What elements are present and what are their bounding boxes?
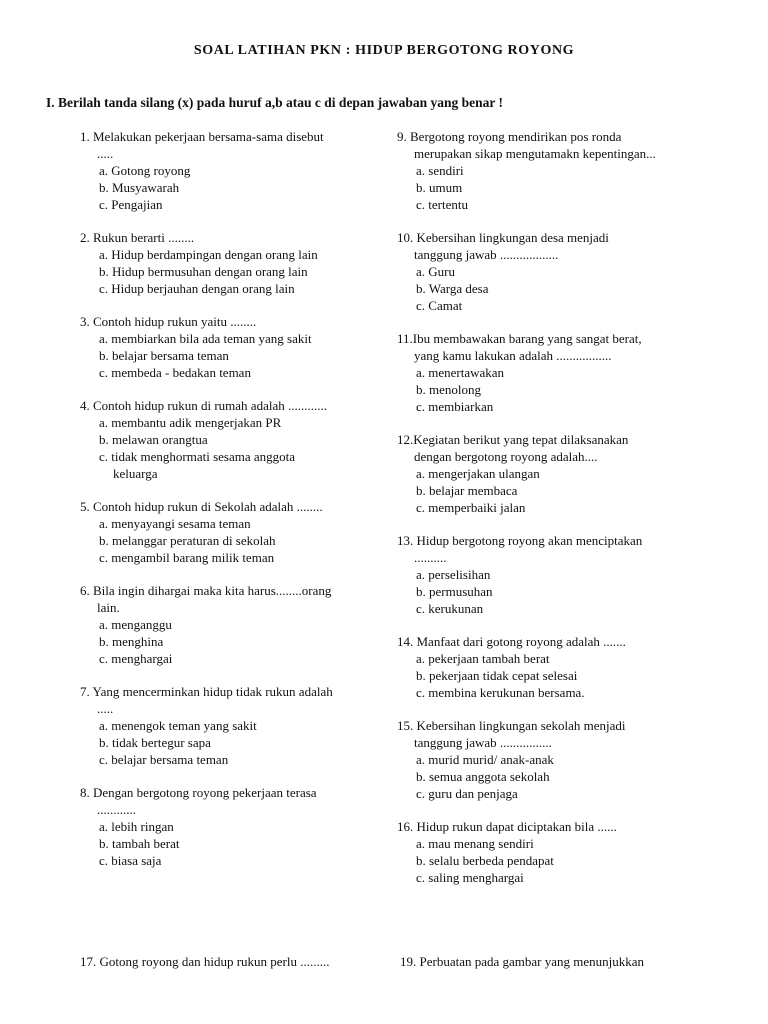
answer-option[interactable]: a. perselisihan (416, 567, 491, 582)
answer-option[interactable]: c. menghargai (99, 651, 173, 666)
question-item (397, 431, 717, 516)
answer-option[interactable]: b. selalu berbeda pendapat (416, 853, 554, 868)
answer-options (397, 263, 717, 314)
answer-option[interactable]: b. menghina (99, 634, 164, 649)
answer-option[interactable]: a. Hidup berdampingan dengan orang lain (99, 247, 318, 262)
question-text: 11.Ibu membawakan barang yang sangat berat, yang kamu lakukan adalah ................. (397, 331, 642, 363)
answer-option[interactable]: b. Musyawarah (99, 180, 180, 195)
answer-option[interactable]: c. guru dan penjaga (416, 786, 518, 801)
answer-option[interactable]: a. sendiri (416, 163, 464, 178)
answer-option[interactable]: c. biasa saja (99, 853, 162, 868)
answer-option[interactable]: b. tambah berat (99, 836, 180, 851)
question-19: 19. Perbuatan pada gambar yang menunjukkan (400, 954, 645, 969)
question-text: 16. Hidup rukun dapat diciptakan bila ...... (397, 819, 617, 834)
question-text: 10. Kebersihan lingkungan desa menjadi tanggung jawab .................. (397, 230, 609, 262)
answer-option[interactable]: c. Camat (416, 298, 463, 313)
answer-option[interactable]: c. memperbaiki jalan (416, 500, 526, 515)
answer-option[interactable]: a. menertawakan (416, 365, 505, 380)
answer-options (397, 650, 717, 701)
answer-options (397, 465, 717, 516)
answer-option[interactable]: b. melawan orangtua (99, 432, 208, 447)
question-item (80, 313, 385, 381)
question-item (80, 784, 385, 869)
answer-option[interactable]: b. pekerjaan tidak cepat selesai (416, 668, 578, 683)
question-item (80, 229, 385, 297)
question-text: 13. Hidup bergotong royong akan menciptakan .......... (397, 533, 643, 565)
left-question-column (80, 128, 385, 885)
question-text: 15. Kebersihan lingkungan sekolah menjadi tanggung jawab ................ (397, 718, 626, 750)
question-item (397, 330, 717, 415)
answer-option[interactable]: b. umum (416, 180, 463, 195)
answer-option[interactable]: a. Gotong royong (99, 163, 191, 178)
answer-option[interactable]: c. membeda - bedakan teman (99, 365, 251, 380)
answer-option[interactable]: c. tidak menghormati sesama anggota keluarga (99, 449, 296, 481)
page-title: SOAL LATIHAN PKN : HIDUP BERGOTONG ROYONG (193, 43, 575, 58)
answer-option[interactable]: a. menganggu (99, 617, 172, 632)
question-item (80, 498, 385, 566)
answer-options (80, 818, 385, 869)
answer-option[interactable]: c. Hidup berjauhan dengan orang lain (99, 281, 295, 296)
answer-option[interactable]: b. Hidup bermusuhan dengan orang lain (99, 264, 308, 279)
answer-option[interactable]: b. permusuhan (416, 584, 493, 599)
answer-option[interactable]: a. mengerjakan ulangan (416, 466, 540, 481)
answer-option[interactable]: c. membina kerukunan bersama. (416, 685, 585, 700)
answer-options (80, 246, 385, 297)
answer-option[interactable]: b. Warga desa (416, 281, 489, 296)
question-text: 2. Rukun berarti ........ (80, 230, 195, 245)
answer-option[interactable]: b. belajar bersama teman (99, 348, 229, 363)
answer-option[interactable]: a. menengok teman yang sakit (99, 718, 257, 733)
question-text: 8. Dengan bergotong royong pekerjaan terasa ............ (80, 785, 317, 817)
question-text: 14. Manfaat dari gotong royong adalah ....... (397, 634, 626, 649)
answer-option[interactable]: a. membiarkan bila ada teman yang sakit (99, 331, 312, 346)
question-item (80, 582, 385, 667)
answer-option[interactable]: a. murid murid/ anak-anak (416, 752, 554, 767)
answer-option[interactable]: c. tertentu (416, 197, 468, 212)
question-item (397, 717, 717, 802)
answer-options (397, 751, 717, 802)
question-text: 6. Bila ingin dihargai maka kita harus........orang lain. (80, 583, 332, 615)
question-item (397, 128, 717, 213)
question-item (80, 397, 385, 482)
answer-option[interactable]: b. melanggar peraturan di sekolah (99, 533, 276, 548)
answer-option[interactable]: a. lebih ringan (99, 819, 174, 834)
question-text: 7. Yang mencerminkan hidup tidak rukun adalah ..... (80, 684, 333, 716)
answer-options (80, 330, 385, 381)
answer-option[interactable]: b. belajar membaca (416, 483, 518, 498)
question-item (80, 128, 385, 213)
question-item (397, 229, 717, 314)
question-text: 4. Contoh hidup rukun di rumah adalah ............ (80, 398, 327, 413)
answer-option[interactable]: a. Guru (416, 264, 455, 279)
question-17: 17. Gotong royong dan hidup rukun perlu ......... (80, 954, 330, 969)
answer-options (397, 835, 717, 886)
answer-option[interactable]: c. belajar bersama teman (99, 752, 229, 767)
answer-option[interactable]: c. mengambil barang milik teman (99, 550, 275, 565)
instruction-text: I. Berilah tanda silang (x) pada huruf a,b atau c di depan jawaban yang benar ! (46, 95, 503, 110)
right-question-column (397, 128, 717, 902)
answer-option[interactable]: c. saling menghargai (416, 870, 524, 885)
answer-options (397, 364, 717, 415)
answer-option[interactable]: b. semua anggota sekolah (416, 769, 550, 784)
question-item (397, 818, 717, 886)
answer-options (397, 162, 717, 213)
question-text: 1. Melakukan pekerjaan bersama-sama disebut ..... (80, 129, 324, 161)
answer-options (80, 717, 385, 768)
answer-options (80, 162, 385, 213)
answer-option[interactable]: a. mau menang sendiri (416, 836, 534, 851)
answer-options (80, 515, 385, 566)
answer-options (397, 566, 717, 617)
answer-option[interactable]: a. pekerjaan tambah berat (416, 651, 550, 666)
answer-option[interactable]: a. membantu adik mengerjakan PR (99, 415, 282, 430)
answer-options (80, 414, 385, 482)
answer-options (80, 616, 385, 667)
question-text: 9. Bergotong royong mendirikan pos ronda merupakan sikap mengutamakn kepentingan... (397, 129, 656, 161)
answer-option[interactable]: c. membiarkan (416, 399, 494, 414)
answer-option[interactable]: c. Pengajian (99, 197, 163, 212)
question-item (397, 633, 717, 701)
question-text: 3. Contoh hidup rukun yaitu ........ (80, 314, 257, 329)
question-text: 12.Kegiatan berikut yang tepat dilaksanakan dengan bergotong royong adalah.... (397, 432, 629, 464)
question-item (397, 532, 717, 617)
answer-option[interactable]: a. menyayangi sesama teman (99, 516, 251, 531)
question-text: 5. Contoh hidup rukun di Sekolah adalah ........ (80, 499, 323, 514)
answer-option[interactable]: c. kerukunan (416, 601, 484, 616)
answer-option[interactable]: b. menolong (416, 382, 481, 397)
question-item (80, 683, 385, 768)
answer-option[interactable]: b. tidak bertegur sapa (99, 735, 211, 750)
